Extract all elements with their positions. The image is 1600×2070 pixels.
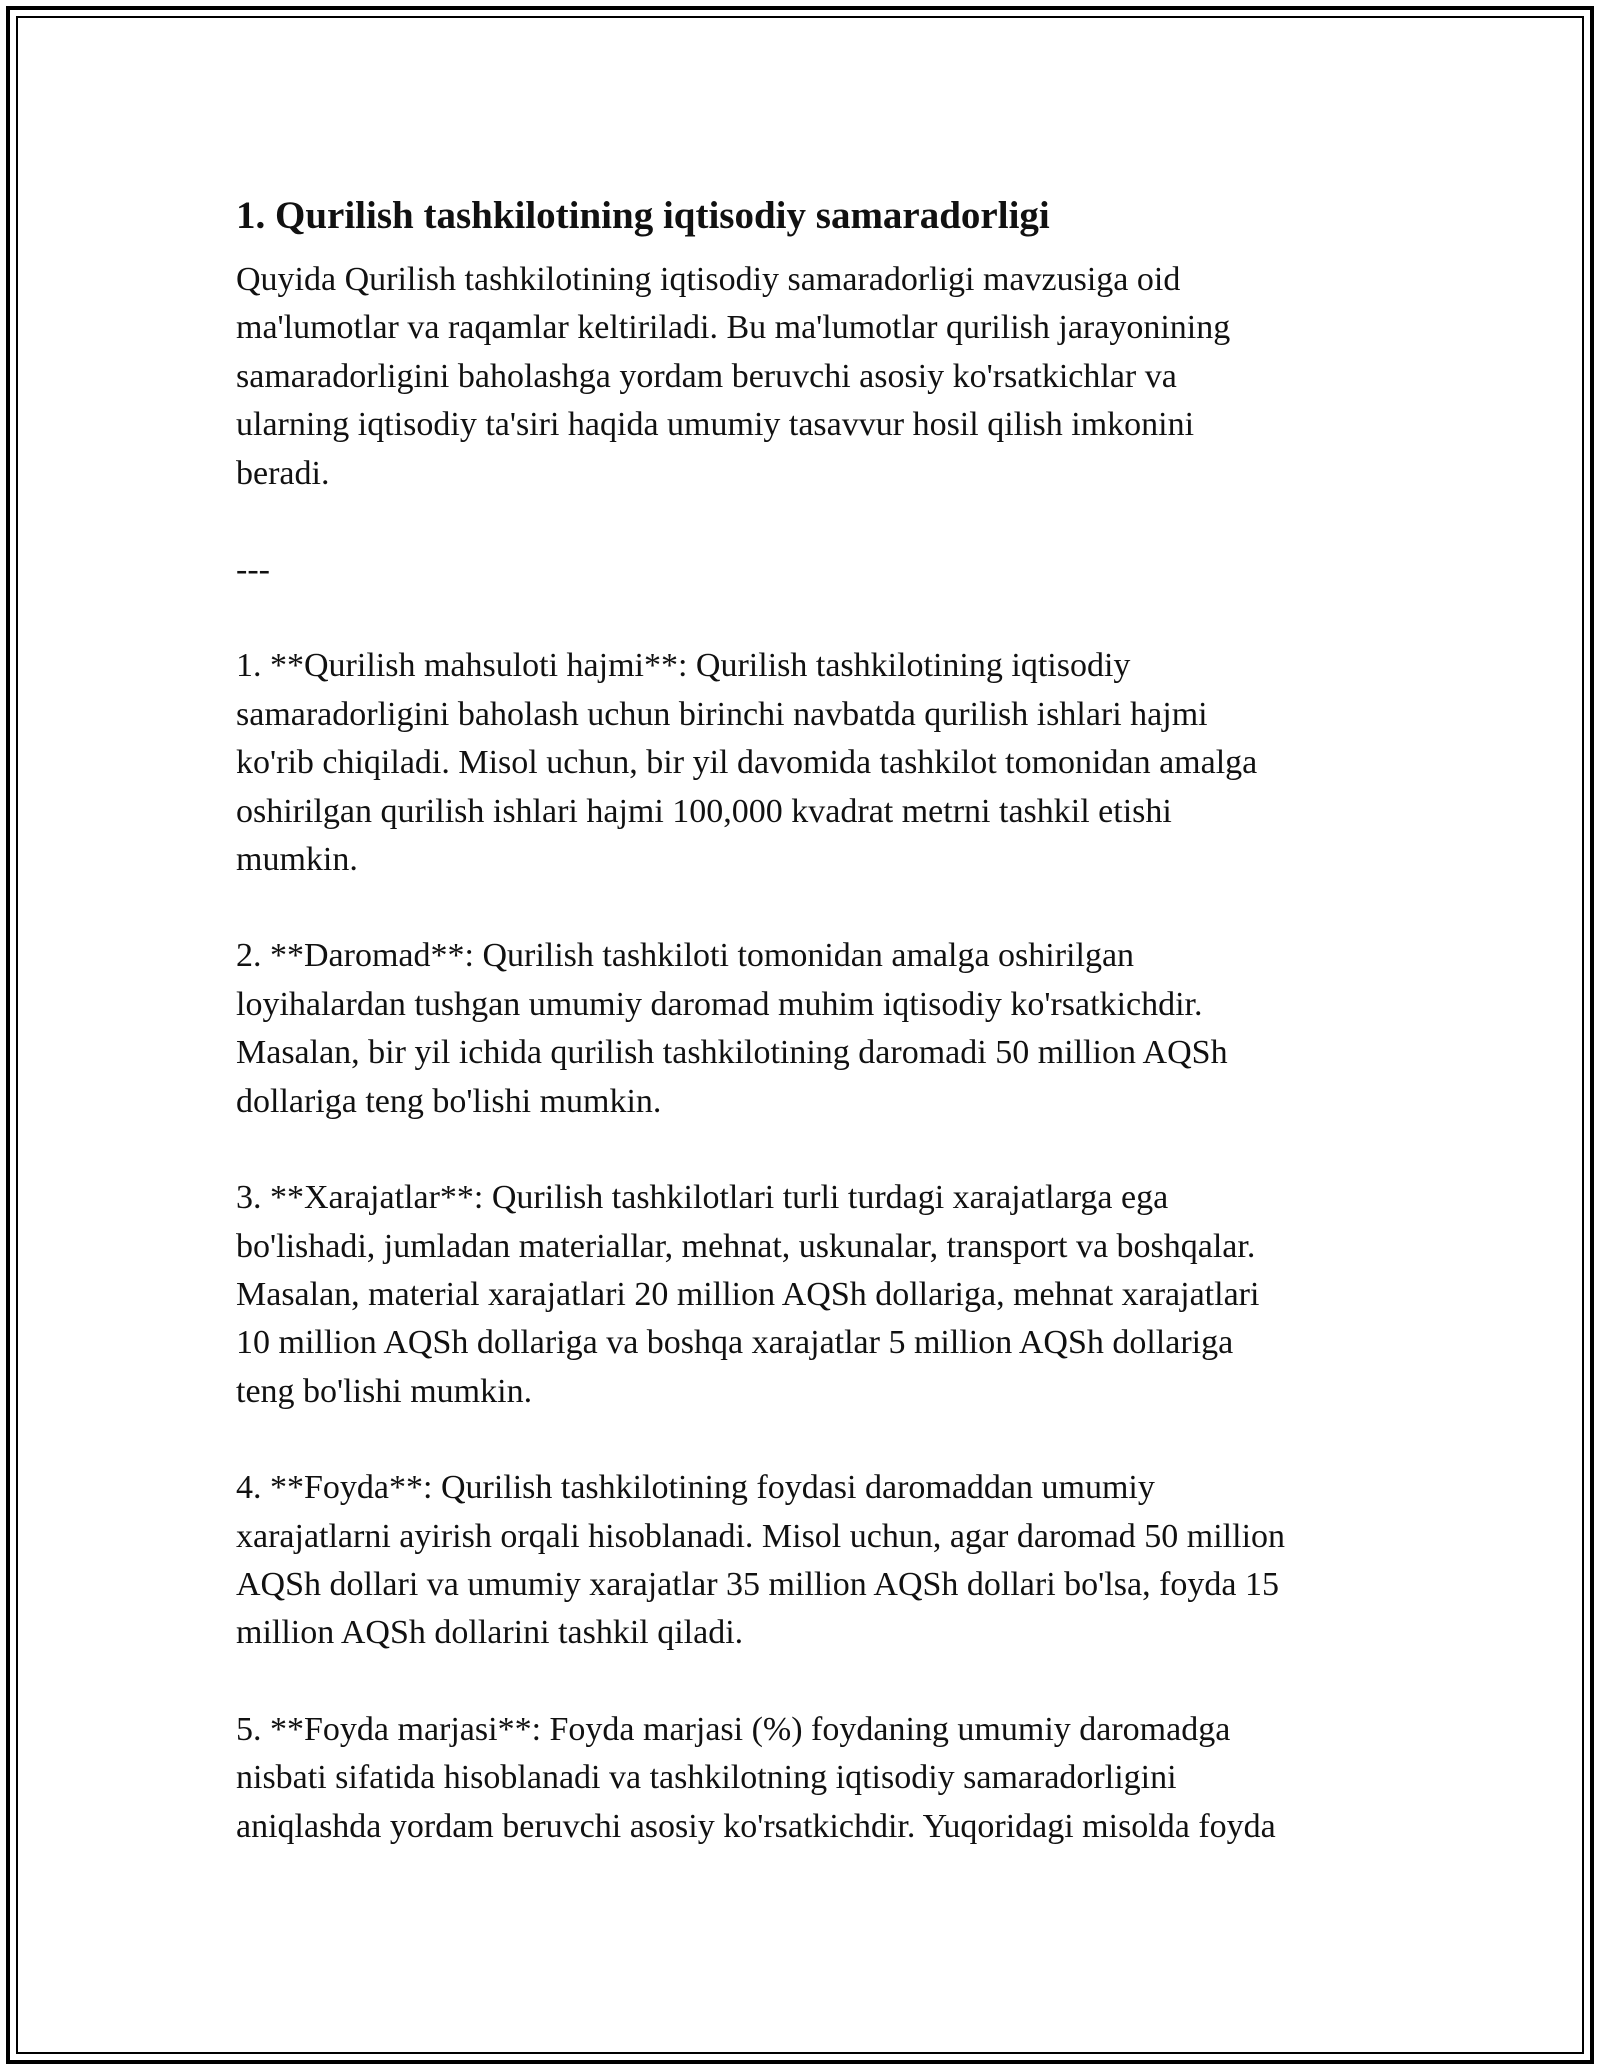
intro-line: samaradorligini baholashga yordam beruvchi asosiy ko'rsatkichlar va xyxy=(236,357,1177,395)
intro-line: beradi. xyxy=(236,454,330,492)
list-item-line: samaradorligini baholash uchun birinchi navbatda qurilish ishlari hajmi xyxy=(236,695,1208,733)
spacer xyxy=(236,1416,1386,1464)
list-item-line: bo'lishadi, jumladan materiallar, mehnat, uskunalar, transport va boshqalar. xyxy=(236,1227,1256,1265)
list-item-line: Masalan, bir yil ichida qurilish tashkilotining daromadi 50 million AQSh xyxy=(236,1034,1228,1072)
list-item-line: oshirilgan qurilish ishlari hajmi 100,000 kvadrat metrni tashkil etishi xyxy=(236,792,1172,830)
list-item-4 xyxy=(236,1464,1386,1658)
list-item-line: 5. **Foyda marjasi**: Foyda marjasi (%) foydaning umumiy daromadga xyxy=(236,1710,1231,1748)
list-item-5 xyxy=(236,1706,1386,1851)
list-item-line: nisbati sifatida hisoblanadi va tashkilotning iqtisodiy samaradorligini xyxy=(236,1759,1177,1797)
document-body xyxy=(236,190,1386,1851)
list-item-line: 3. **Xarajatlar**: Qurilish tashkilotlari turli turdagi xarajatlarga ega xyxy=(236,1179,1169,1217)
list-item-line: 2. **Daromad**: Qurilish tashkiloti tomonidan amalga oshirilgan xyxy=(236,937,1135,975)
intro-line: Quyida Qurilish tashkilotining iqtisodiy samaradorligi mavzusiga oid xyxy=(236,261,1181,298)
spacer xyxy=(236,1126,1386,1174)
list-item-line: xarajatlarni ayirish orqali hisoblanadi. Misol uchun, agar daromad 50 million xyxy=(236,1517,1286,1555)
list-item-3 xyxy=(236,1174,1386,1416)
spacer xyxy=(236,498,1386,546)
separator-text: --- xyxy=(236,551,270,589)
intro-paragraph xyxy=(236,256,1386,498)
list-item-2 xyxy=(236,932,1386,1126)
document-title: 1. Qurilish tashkilotining iqtisodiy samaradorligi xyxy=(236,194,1050,237)
intro-line: ularning iqtisodiy ta'siri haqida umumiy tasavvur hosil qilish imkonini xyxy=(236,406,1195,444)
list-item-line: mumkin. xyxy=(236,841,358,879)
list-item-line: Masalan, material xarajatlari 20 million AQSh dollariga, mehnat xarajatlari xyxy=(236,1275,1260,1313)
list-item-line: AQSh dollari va umumiy xarajatlar 35 million AQSh dollari bo'lsa, foyda 15 xyxy=(236,1565,1279,1603)
spacer xyxy=(236,1658,1386,1706)
list-item-1 xyxy=(236,642,1386,884)
list-item-line: 1. **Qurilish mahsuloti hajmi**: Qurilish tashkilotining iqtisodiy xyxy=(236,647,1131,685)
list-item-line: 4. **Foyda**: Qurilish tashkilotining foydasi daromaddan umumiy xyxy=(236,1469,1155,1507)
spacer xyxy=(236,884,1386,932)
intro-line: ma'lumotlar va raqamlar keltiriladi. Bu ma'lumotlar qurilish jarayonining xyxy=(236,309,1231,347)
list-item-line: teng bo'lishi mumkin. xyxy=(236,1372,533,1410)
list-item-line: aniqlashda yordam beruvchi asosiy ko'rsatkichdir. Yuqoridagi misolda foyda xyxy=(236,1807,1276,1845)
list-item-line: loyihalardan tushgan umumiy daromad muhim iqtisodiy ko'rsatkichdir. xyxy=(236,985,1203,1023)
list-item-line: dollariga teng bo'lishi mumkin. xyxy=(236,1082,662,1120)
list-item-line: 10 million AQSh dollariga va boshqa xarajatlar 5 million AQSh dollariga xyxy=(236,1324,1234,1362)
list-item-line: ko'rib chiqiladi. Misol uchun, bir yil davomida tashkilot tomonidan amalga xyxy=(236,744,1258,782)
spacer xyxy=(236,594,1386,642)
list-item-line: million AQSh dollarini tashkil qiladi. xyxy=(236,1614,744,1652)
